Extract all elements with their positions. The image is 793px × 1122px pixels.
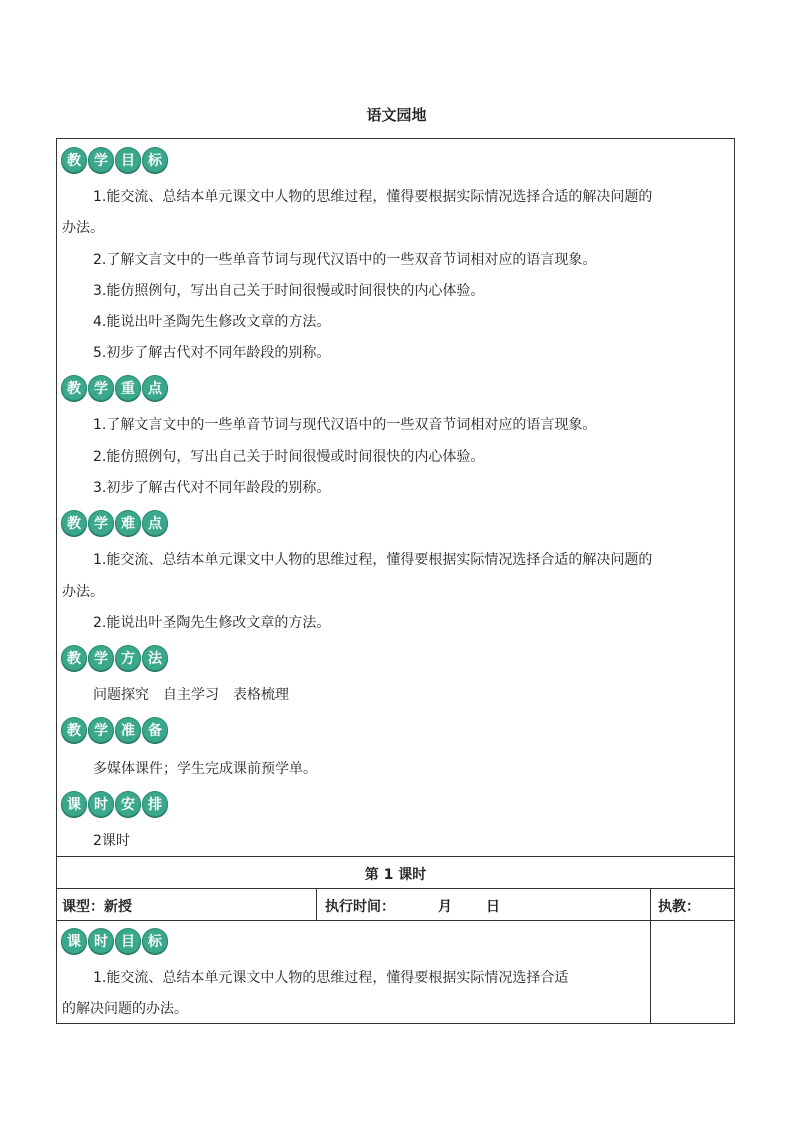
lesson-plan-table <box>56 138 735 1024</box>
method-line: 问题探究 自主学习 表格梳理 <box>93 687 289 703</box>
prep-line: 多媒体课件；学生完成课前预学单。 <box>93 761 317 777</box>
key-line: 2.能仿照例句，写出自己关于时间很慢或时间很快的内心体验。 <box>93 449 485 465</box>
goal-line: 1.能交流、总结本单元课文中人物的思维过程，懂得要根据实际情况选择合适的解决问题的 <box>93 189 653 205</box>
divider <box>56 856 735 857</box>
goal-line: 2.了解文言文中的一些单音节词与现代汉语中的一些双音节词相对应的语言现象。 <box>93 252 597 268</box>
goal-line: 5.初步了解古代对不同年龄段的别称。 <box>93 345 331 361</box>
schedule-line: 2课时 <box>93 833 130 849</box>
month-label: 月 <box>438 899 452 915</box>
goal-line: 办法。 <box>62 220 104 236</box>
goal-line: 4.能说出叶圣陶先生修改文章的方法。 <box>93 314 331 330</box>
lesson-goal-line: 的解决问题的办法。 <box>62 1001 188 1017</box>
page-title: 语文园地 <box>366 106 427 124</box>
lesson-heading: 第 1 课时 <box>364 867 427 883</box>
difficult-line: 2.能说出叶圣陶先生修改文章的方法。 <box>93 615 331 631</box>
divider <box>316 888 317 920</box>
execution-time-label: 执行时间： <box>325 899 395 915</box>
day-label: 日 <box>486 899 500 915</box>
key-line: 3.初步了解古代对不同年龄段的别称。 <box>93 480 331 496</box>
section-badge-difficult: 教 学 难 点 <box>61 510 168 536</box>
section-badge-key: 教 学 重 点 <box>61 375 168 401</box>
section-badge-prep: 教 学 准 备 <box>61 717 168 743</box>
teacher-label: 执教： <box>658 899 700 915</box>
divider <box>56 888 735 889</box>
section-badge-goals: 教 学 目 标 <box>61 147 168 173</box>
section-badge-lesson-goals: 课 时 目 标 <box>61 928 168 954</box>
key-line: 1.了解文言文中的一些单音节词与现代汉语中的一些双音节词相对应的语言现象。 <box>93 417 597 433</box>
lesson-type: 课型：新授 <box>62 899 132 915</box>
section-badge-method: 教 学 方 法 <box>61 645 168 671</box>
goal-line: 3.能仿照例句，写出自己关于时间很慢或时间很快的内心体验。 <box>93 283 485 299</box>
divider <box>650 888 651 1024</box>
difficult-line: 1.能交流、总结本单元课文中人物的思维过程，懂得要根据实际情况选择合适的解决问题的 <box>93 552 653 568</box>
section-badge-schedule: 课 时 安 排 <box>61 791 168 817</box>
lesson-goal-line: 1.能交流、总结本单元课文中人物的思维过程，懂得要根据实际情况选择合适 <box>93 970 569 986</box>
difficult-line: 办法。 <box>62 584 104 600</box>
divider <box>56 920 735 921</box>
